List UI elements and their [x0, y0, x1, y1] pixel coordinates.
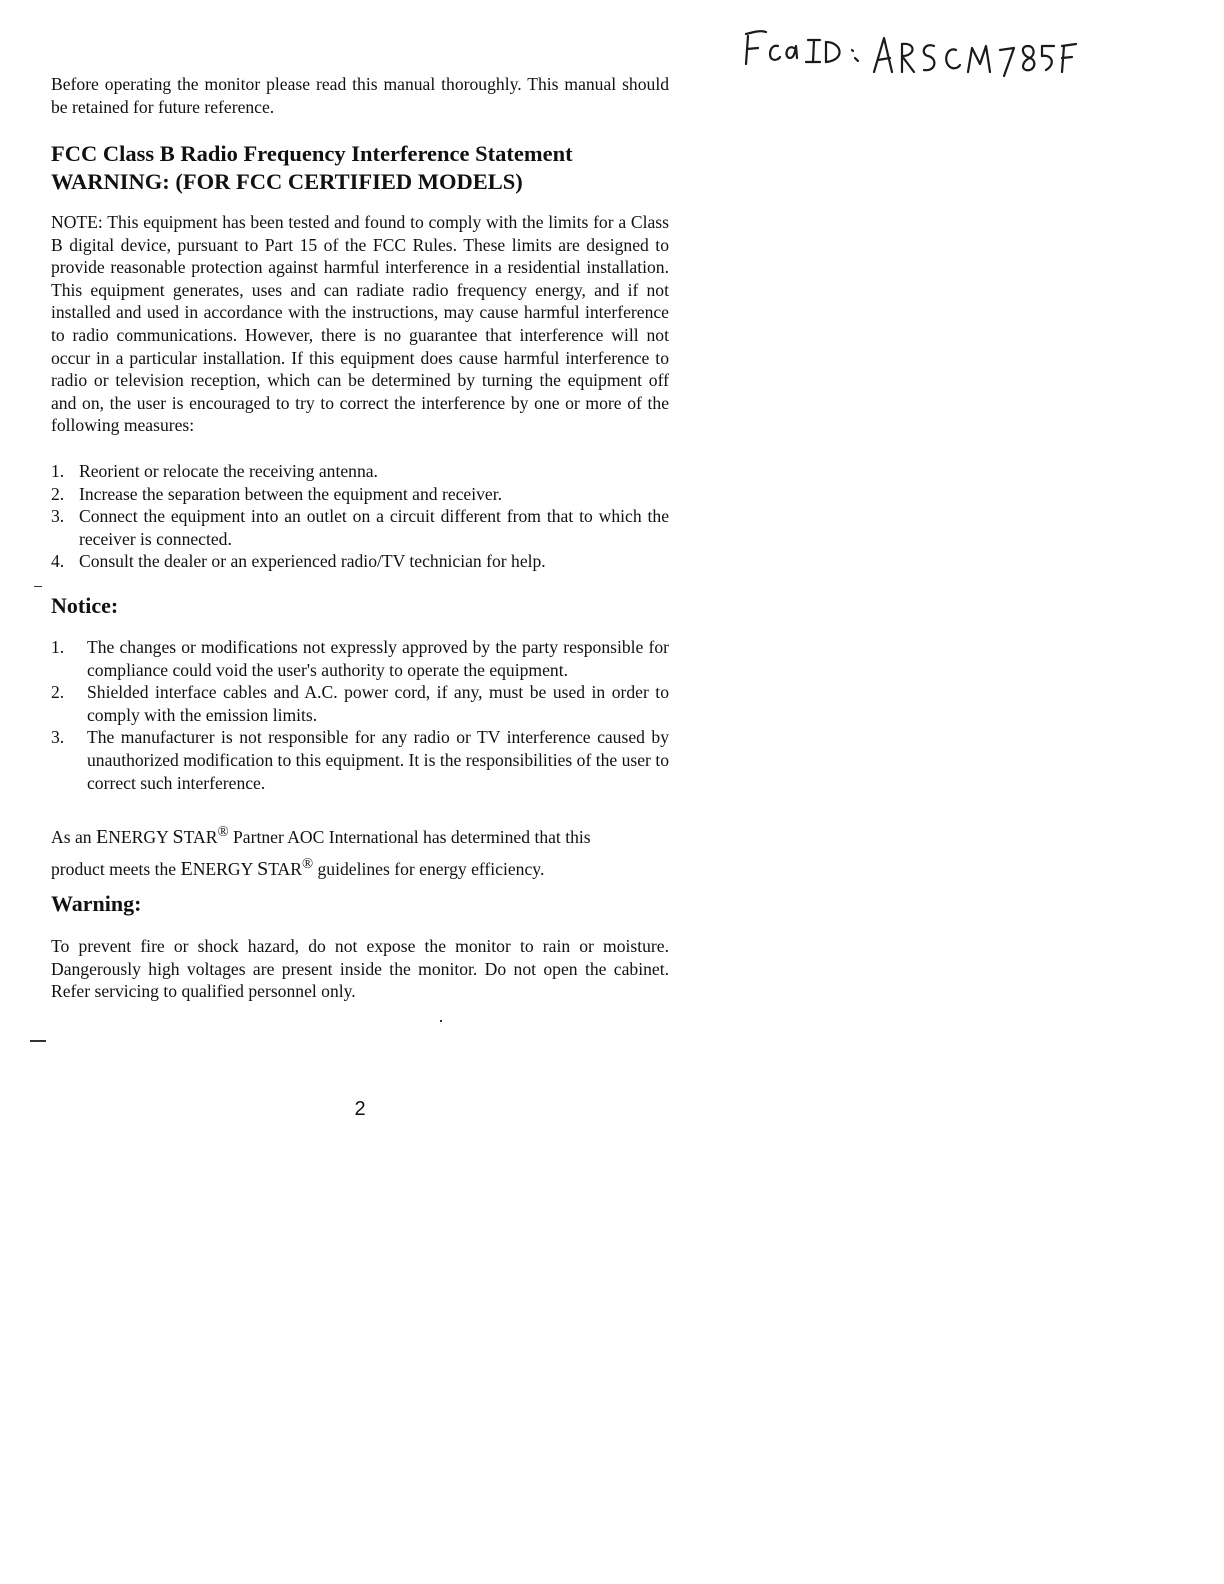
notice-list — [51, 636, 669, 794]
fcc-heading-line2: WARNING: (FOR FCC CERTIFIED MODELS) — [51, 169, 523, 194]
list-text: Connect the equipment into an outlet on a circuit different from that to which the receiver is connected. — [79, 506, 669, 549]
list-text: Shielded interface cables and A.C. power cord, if any, must be used in order to comply with the emission limits. — [87, 682, 669, 725]
list-item — [51, 636, 669, 681]
brand-fragment: NERGY — [108, 826, 169, 847]
list-text: The changes or modifications not expressly approved by the party responsible for compliance could void the user's authority to operate the equipment. — [87, 637, 669, 680]
list-text: Consult the dealer or an experienced radio/TV technician for help. — [79, 551, 546, 572]
list-item — [51, 550, 669, 573]
brand-letter: E — [180, 857, 193, 880]
list-item — [51, 483, 669, 506]
registered-mark: ® — [301, 855, 314, 872]
brand-fragment: NERGY — [192, 858, 253, 879]
list-number: 3. — [51, 506, 65, 527]
brand-letter: S — [172, 825, 184, 848]
registered-mark: ® — [217, 824, 229, 840]
brand-fragment: TAR — [183, 826, 218, 847]
fcc-heading-line1: FCC Class B Radio Frequency Interference Statement — [51, 141, 573, 166]
brand-letter: S — [257, 857, 269, 880]
list-text: Reorient or relocate the receiving antenna. — [79, 461, 378, 481]
text-fragment: As an — [51, 826, 96, 847]
warning-paragraph: To prevent fire or shock hazard, do not expose the monitor to rain or moisture. Dangerously high voltages are present inside the monitor. Do not open the cabinet. Refer servicing to qualified personnel only. — [51, 936, 669, 1002]
list-number: 4. — [51, 551, 65, 572]
list-number: 1. — [51, 461, 65, 481]
fcc-measures-list — [51, 460, 669, 573]
energy-star-line2 — [51, 851, 669, 883]
list-item — [51, 505, 669, 550]
list-text: The manufacturer is not responsible for any radio or TV interference caused by unauthorized modification to this equipment. It is the responsibilities of the user to correct such interference. — [87, 727, 669, 793]
warning-heading: Warning: — [51, 891, 142, 916]
text-fragment: product meets the — [51, 858, 181, 879]
brand-fragment: TAR — [268, 858, 302, 879]
list-text: Increase the separation between the equipment and receiver. — [79, 483, 503, 504]
list-item — [51, 726, 669, 794]
scan-mark — [34, 586, 42, 587]
fcc-section-heading — [51, 140, 669, 196]
page-number: 2 — [354, 1098, 366, 1120]
list-number: 2. — [51, 483, 65, 504]
list-item — [51, 460, 669, 483]
scan-mark — [30, 1040, 46, 1042]
fcc-note-paragraph: NOTE: This equipment has been tested and found to comply with the limits for a Class B digital device, pursuant to Part 15 of the FCC Rules. These limits are designed to provide reasonable protection against harmful interference in a residential installation. This equipment generates, uses and can radiate radio frequency energy, and if not installed and used in accordance with the instructions, may cause harmful interference to radio communications. However, there is no guarantee that interference will not occur in a particular installation. If this equipment does cause harmful interference to radio or television reception, which can be determined by turning the equipment off and on, the user is encouraged to try to correct the interference by one or more of the following measures: — [51, 212, 669, 436]
text-fragment: guidelines for energy efficiency. — [313, 858, 545, 879]
scan-mark — [440, 1020, 442, 1022]
energy-star-statement — [51, 819, 669, 883]
notice-heading: Notice: — [51, 593, 119, 618]
energy-star-line1 — [51, 819, 669, 851]
handwritten-fcc-id — [742, 24, 1082, 94]
intro-paragraph: Before operating the monitor please read this manual thoroughly. This manual should be retained for future reference. — [51, 74, 669, 117]
list-number: 1. — [51, 637, 65, 657]
brand-letter: E — [95, 825, 109, 848]
list-item — [51, 681, 669, 726]
text-fragment: Partner AOC International has determined that this — [228, 826, 591, 847]
list-number: 2. — [51, 682, 65, 703]
list-number: 3. — [51, 727, 65, 748]
